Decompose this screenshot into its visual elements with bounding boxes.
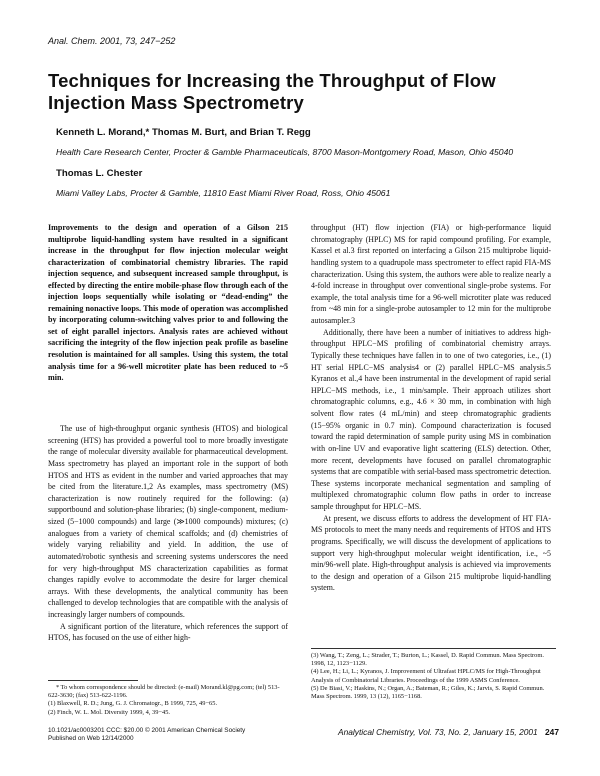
body-paragraph: A significant portion of the literature, which references the support of HTOS, has focused on the use of either high- (48, 621, 288, 643)
footnote-divider (48, 680, 138, 681)
body-paragraph: Additionally, there have been a number of initiatives to address high-throughput HPLC−MS profiling of combinatorial chemistry arrays. Typically these techniques have fallen in to one of two categories, i.e., (1) HT serial HPLC−MS analysis4 or (2) parallel HPLC−MS analysis.5 Kyranos et al.,4 have been instrumental in the development of rapid serial HPLC−MS methods, i.e., 1 min/sample. Their approach utilizes short chromatographic columns, e.g., 4.6 × 30 mm, in combination with high solvent flow rates (4 mL/min) and steep chromatographic gradients (15−95% organic in 0.7 min). Compound characterization is focused toward the rapid determination of sample purity using MS in combination with on-line UV and evaporative light scattering (ELS) detection. Other, more recent, developments have focused on parallel chromatographic systems that are compatible with serial-based mass spectrometric detection. These systems incorporate mechanical segmentation and sampling of multiplexed chromatographic column flow paths in order to increase sample throughput for HPLC−MS. (311, 327, 551, 511)
body-column-right (311, 222, 551, 594)
journal-name: Anal. Chem. (48, 36, 98, 46)
body-paragraph: throughput (HT) flow injection (FIA) or high-performance liquid chromatography (HPLC) MS for rapid compound profiling. For example, Kassel et al.3 first reported on interfacing a Gilson 215 multiprobe liquid-handling system to a quadrupole mass spectrometer to effect rapid FIA-MS characterization. Using this system, the authors were able to realize nearly a 4-fold increase in throughput over conventional single-probe systems. For example, the total analysis time for a 96-well microtiter plate was reduced from ~48 min for a single-probe autosampler to 12 min for the multiprobe autosampler.3 (311, 223, 551, 325)
body-paragraph: The use of high-throughput organic synthesis (HTOS) and biological screening (HTS) has provided a powerful tool to more broadly investigate the range of molecular diversity available for pharmaceutical development. Mass spectrometry has played an important role in the support of both HTOS and HTS as evident in the number and varied approaches that may be cited from the literature.1,2 As examples, mass spectrometry (MS) characterization is now routinely required for the following: (a) supportbound and solution-phase libraries; (b) single-component, medium-sized (5−1000 compounds) and large (≫1000 compounds) mixtures; (c) analogues from a variety of chemical scaffolds; and (d) chemistries of widely varying reliability and yield. In addition, the use of automated/robotic synthesis and screening systems underscores the need for very high-throughput MS characterization capabilities as format changes rapidly evolve to accommodate the desire for larger chemical arrays. With these developments, the analytical community has been challenged to develop technologies that are compatible with the analysis of increasingly larger numbers of compounds. (48, 424, 288, 619)
publication-meta (48, 727, 245, 744)
reference-entry: (5) De Biasi, V.; Haskins, N.; Organ, A.; Bateman, R.; Giles, K.; Jarvis, S. Rapid Commun. Mass Spectrom. 1999, 13 (12), 1165−1168. (311, 684, 545, 701)
journal-citation: 2001, 73, 247−252 (100, 36, 176, 46)
reference-entry: (1) Blaxwell, R. D.; Jung, G. J. Chromatogr., B 1999, 725, 49−65. (48, 700, 218, 708)
footnotes-left (48, 684, 288, 717)
references-right (311, 652, 556, 701)
affiliation-1: Health Care Research Center, Procter & Gamble Pharmaceuticals, 8700 Mason-Montgomery Road, Mason, Ohio 45040 (56, 147, 514, 157)
author-line-1: Kenneth L. Morand,* Thomas M. Burt, and Brian T. Regg (56, 127, 311, 138)
references-divider (311, 648, 556, 649)
page-number: 247 (545, 727, 559, 737)
running-footer: Analytical Chemistry, Vol. 73, No. 2, January 15, 2001 (338, 727, 538, 737)
article-title: Techniques for Increasing the Throughput of Flow Injection Mass Spectrometry (48, 70, 496, 113)
body-paragraph: At present, we discuss efforts to address the development of HT FIA-MS protocols to meet the many needs and requirements of HTOS and HTS programs. Specifically, we will discuss the development of applications to support very high-throughput molecular weight identification, i.e., ~5 min/96-well plate. High-throughput analysis is achieved via improvements to the design and operation of a Gilson 215 multiprobe liquid-handling system. (311, 513, 551, 593)
abstract: Improvements to the design and operation of a Gilson 215 multiprobe liquid-handling system have resulted in a significant increase in the throughput for flow injection molecular weight characterization of combinatorial chemistry libraries. The rapid injection sequence, and subsequent increased sample throughput, is effected by directing the entire mobile-phase flow through each of the injection loops sequentially while isolating or “dead-ending” the remaining nonactive loops. This mode of operation was accomplished by incorporating column-switching valves prior to and following the set of eight parallel injectors. Analysis rates are achieved without sacrificing the integrity of the flow injection peak profile as baseline resolution is maintained for all samples. Using this system, the total analysis time for a 96-well microtiter plate has been reduced to ~5 min. (48, 223, 288, 383)
published-date: Published on Web 12/14/2000 (48, 735, 134, 743)
journal-reference (48, 36, 175, 46)
author-line-2: Thomas L. Chester (56, 168, 143, 179)
body-column-left (48, 423, 288, 644)
reference-entry: (3) Wang, T.; Zeng, L.; Strader, T.; Burton, L.; Kassel, D. Rapid Commun. Mass Spectrom. 1998, 12, 1123−1129. (311, 652, 544, 668)
affiliation-2: Miami Valley Labs, Procter & Gamble, 11810 East Miami River Road, Ross, Ohio 45061 (56, 188, 391, 198)
doi-line: 10.1021/ac0003201 CCC: $20.00 © 2001 American Chemical Society (48, 727, 246, 734)
correspondence-footnote: * To whom correspondence should be directed: (e-mail) Morand.kl@pg.com; (tel) 513-622-3630; (fax) 513-622-1196. (48, 684, 280, 700)
reference-entry: (4) Lee, H.; Li, L.; Kyranos, J. Improvement of Ultrafast HPLC/MS for High-Throughput Analysis of Combinatorial Libraries. Proceedings of the 1999 ASMS Conference. (311, 668, 541, 684)
reference-entry: (2) Finch, W. L. Mol. Diversity 1999, 4, 39−45. (48, 708, 171, 716)
